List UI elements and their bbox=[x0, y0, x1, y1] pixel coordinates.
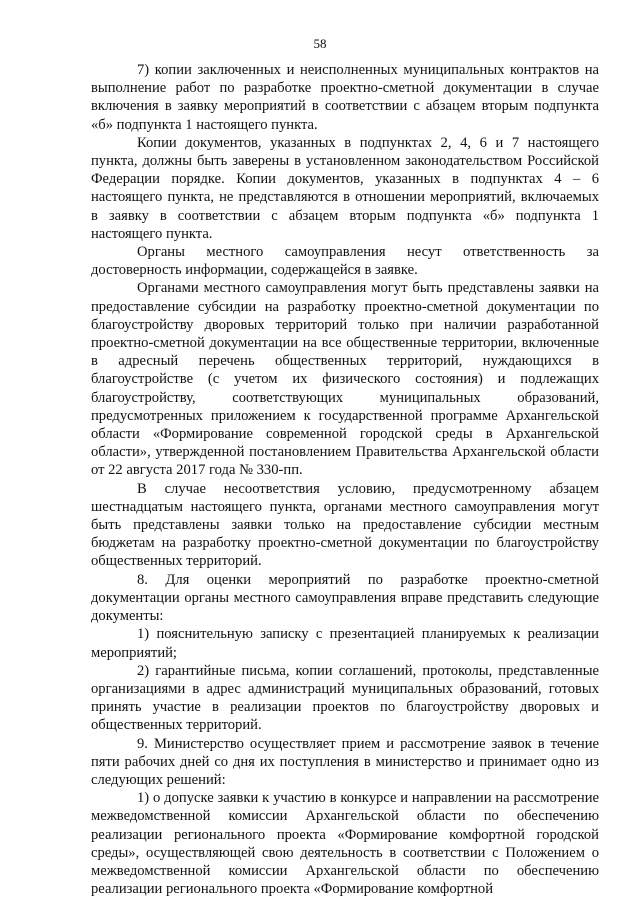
paragraph-section-8-item-1: 1) пояснительную записку с презентацией планируемых к реализации мероприятий; bbox=[91, 626, 599, 661]
paragraph-copies-certification: Копии документов, указанных в подпунктах 2, 4, 6 и 7 настоящего пункта, должны быть заверены в установленном законодательством Российской Федерации порядке. Копии документов, указанных в подпунктах 4 – 6 настоящего пункта, не представляются в отношении мероприятий, включаемых в заявку в соответствии с абзацем вторым подпункта «б» подпункта 1 настоящего пункта. bbox=[91, 134, 599, 242]
page-number: 58 bbox=[313, 36, 327, 51]
paragraph-noncompliance: В случае несоответствия условию, предусмотренному абзацем шестнадцатым настоящего пункта, органами местного самоуправления могут быть представлены заявки только на предоставление субсидии местным бюджетам на разработку проектно-сметной документации по благоустройству общественных территорий. bbox=[91, 480, 599, 570]
paragraph-item-7-contracts: 7) копии заключенных и неисполненных муниципальных контрактов на выполнение работ по разработке проектно-сметной документации в случае включения в заявку мероприятий в соответствии с абзацем вторым подпункта «б» подпункта 1 настоящего пункта. bbox=[91, 62, 599, 133]
paragraph-responsibility: Органы местного самоуправления несут ответственность за достоверность информации, содержащейся в заявке. bbox=[91, 244, 599, 279]
paragraph-section-9: 9. Министерство осуществляет прием и рассмотрение заявок в течение пяти рабочих дней со дня их поступления в министерство и принимает одно из следующих решений: bbox=[91, 735, 599, 788]
document-body bbox=[91, 61, 599, 898]
paragraph-section-8: 8. Для оценки мероприятий по разработке проектно-сметной документации органы местного самоуправления вправе представить следующие документы: bbox=[91, 571, 599, 625]
paragraph-section-9-item-1: 1) о допуске заявки к участию в конкурсе и направлении на рассмотрение межведомственной комиссии Архангельской области по обеспечению реализации регионального проекта «Формирование комфортной городской среды», осуществляющей свою деятельность в соответствии с Положением о межведомственной комиссии Архангельской области по обеспечению реализации регионального проекта «Формирование комфортной bbox=[91, 790, 599, 898]
paragraph-yard-territories-condition: Органами местного самоуправления могут быть представлены заявки на предоставление субсидии на разработку проектно-сметной документации по благоустройству дворовых территорий только при наличии разработанной проектно-сметной документации на все общественные территории, включенные в адресный перечень общественных территорий, нуждающихся в благоустройстве (с учетом их физического состояния) и подлежащих благоустройству, соответствующих муниципальных образований, предусмотренных приложением к государственной программе Архангельской области «Формирование современной городской среды в Архангельской области», утвержденной постановлением Правительства Архангельской области от 22 августа 2017 года № 330-пп. bbox=[91, 280, 599, 479]
paragraph-section-8-item-2: 2) гарантийные письма, копии соглашений, протоколы, представленные организациями в адрес администраций муниципальных образований, готовых принять участие в реализации проектов по благоустройству дворовых и общественных территорий. bbox=[91, 662, 599, 734]
